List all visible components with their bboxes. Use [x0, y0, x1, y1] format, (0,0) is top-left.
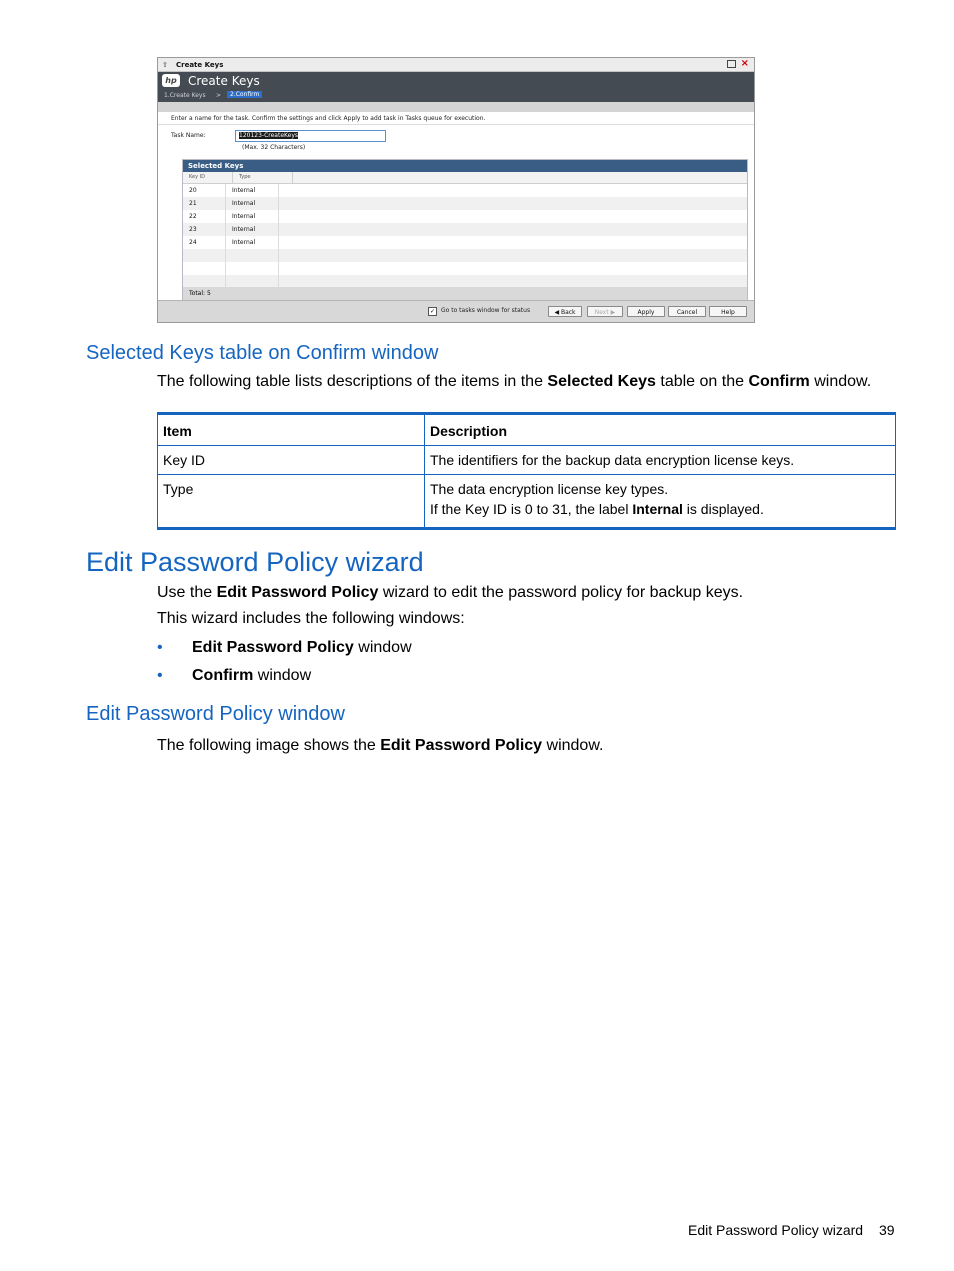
para-bold: Edit Password Policy [380, 737, 543, 754]
intro-text: table on the [655, 373, 749, 390]
intro-bold: Selected Keys [547, 373, 656, 390]
para-text: The following image shows the [157, 737, 381, 754]
key-id-cell: 22 [183, 210, 226, 223]
table-total [183, 287, 747, 300]
type-cell: Internal [226, 184, 279, 197]
instruction-text: Enter a name for the task. Confirm the settings and click Apply to add task in Tasks queue for execution. [171, 115, 486, 122]
go-to-tasks-label: Go to tasks window for status [441, 307, 531, 314]
selected-keys-title: Selected Keys [183, 160, 747, 172]
go-to-tasks-checkbox[interactable]: ✓ [429, 308, 436, 315]
header-description: Description [425, 414, 896, 446]
para-text: wizard to edit the password policy for backup keys. [378, 584, 744, 601]
breadcrumb-step-create-keys: 1.Create Keys [164, 92, 206, 99]
breadcrumb-step-confirm: 2.Confirm [227, 91, 262, 98]
table-header-row [183, 172, 747, 184]
help-button[interactable]: Help [709, 306, 747, 317]
empty-cell [183, 249, 226, 262]
para-text: window. [542, 737, 604, 754]
type-cell: Internal [226, 223, 279, 236]
empty-cell [279, 197, 747, 210]
empty-cell [279, 249, 747, 262]
bullet-icon: • [157, 667, 163, 684]
maximize-icon[interactable] [727, 60, 736, 68]
empty-cell [226, 262, 279, 275]
wizard-title: Create Keys [188, 74, 260, 88]
empty-cell [279, 236, 747, 249]
task-name-input[interactable] [235, 130, 386, 142]
task-name-value: 120123-CreateKeys [239, 132, 299, 139]
table-row [158, 446, 896, 475]
description-line [430, 501, 890, 517]
description-line: The data encryption license key types. [430, 481, 669, 497]
apply-button[interactable]: Apply [627, 306, 665, 317]
section2-line2: This wizard includes the following windows: [157, 610, 465, 627]
item-cell: Type [158, 475, 425, 529]
page-number: 39 [879, 1222, 895, 1238]
column-header-empty [293, 172, 747, 183]
table-row[interactable] [183, 210, 747, 223]
empty-table-row [183, 262, 747, 275]
selected-keys-table [182, 159, 748, 301]
desc-text: If the Key ID is 0 to 31, the label [430, 501, 633, 517]
table-row[interactable] [183, 184, 747, 197]
task-name-label: Task Name: [171, 132, 206, 139]
section-heading-edit-password-policy-wizard: Edit Password Policy wizard [86, 547, 424, 577]
table-row[interactable] [183, 236, 747, 249]
breadcrumb-separator: > [216, 92, 222, 99]
next-button[interactable]: Next ▶ [587, 306, 623, 317]
window-title: Create Keys [176, 60, 224, 69]
total-value: 5 [206, 290, 211, 297]
description-table [157, 412, 896, 530]
empty-cell [279, 184, 747, 197]
section-heading-selected-keys: Selected Keys table on Confirm window [86, 342, 439, 364]
back-button[interactable]: ◀ Back [548, 306, 582, 317]
table-row [158, 475, 896, 529]
header-item: Item [158, 414, 425, 446]
close-icon[interactable]: × [740, 58, 749, 69]
description-cell: The identifiers for the backup data encryption license keys. [425, 446, 896, 475]
hp-logo: hp [162, 74, 180, 87]
key-id-cell: 23 [183, 223, 226, 236]
window-titlebar [158, 58, 754, 72]
list-bold: Confirm [192, 667, 254, 684]
description-cell [425, 475, 896, 529]
desc-bold: Internal [632, 501, 683, 517]
column-header-key-id[interactable]: Key ID [183, 172, 233, 183]
task-name-hint: (Max. 32 Characters) [242, 144, 306, 151]
cancel-button[interactable]: Cancel [668, 306, 706, 317]
table-row[interactable] [183, 223, 747, 236]
table-row[interactable] [183, 197, 747, 210]
intro-text: The following table lists descriptions of the items in the [157, 373, 548, 390]
list-text: window [353, 639, 412, 656]
type-cell: Internal [226, 197, 279, 210]
type-cell: Internal [226, 210, 279, 223]
wizard-footer [158, 300, 754, 322]
empty-cell [226, 249, 279, 262]
wizard-header [158, 72, 754, 102]
section1-intro [157, 373, 871, 391]
empty-table-row [183, 249, 747, 262]
section-heading-edit-password-policy-window: Edit Password Policy window [86, 703, 345, 725]
empty-cell [279, 262, 747, 275]
bullet-icon: • [157, 639, 163, 656]
section3-intro [157, 737, 603, 755]
intro-bold: Confirm [748, 373, 810, 390]
column-header-type[interactable]: Type [233, 172, 293, 183]
empty-cell [279, 223, 747, 236]
intro-text: window. [809, 373, 872, 390]
total-label: Total: [189, 290, 206, 297]
section2-line1 [157, 584, 743, 602]
key-id-cell: 24 [183, 236, 226, 249]
item-cell: Key ID [158, 446, 425, 475]
desc-text: is displayed. [682, 501, 764, 517]
para-bold: Edit Password Policy [216, 584, 379, 601]
key-id-cell: 20 [183, 184, 226, 197]
list-bold: Edit Password Policy [192, 639, 354, 656]
list-item-text [192, 667, 311, 685]
empty-cell [183, 262, 226, 275]
list-item-text [192, 639, 412, 657]
create-keys-screenshot [157, 57, 755, 323]
para-text: Use the [157, 584, 217, 601]
next-button-label: Next [594, 309, 609, 316]
collapse-icon[interactable]: ⇧ [162, 60, 168, 69]
type-cell: Internal [226, 236, 279, 249]
divider [158, 124, 754, 125]
table-header-row [158, 414, 896, 446]
key-id-cell: 21 [183, 197, 226, 210]
back-button-label: Back [560, 309, 576, 316]
list-text: window [253, 667, 312, 684]
wizard-content [158, 112, 754, 301]
empty-cell [279, 210, 747, 223]
footer-title: Edit Password Policy wizard [688, 1222, 864, 1238]
